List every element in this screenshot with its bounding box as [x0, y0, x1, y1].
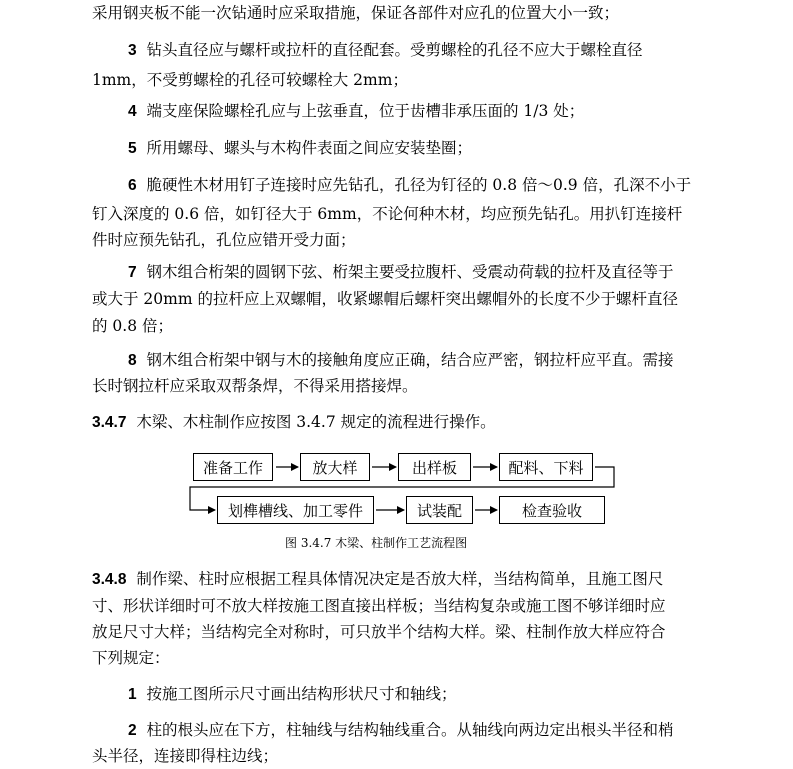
item-number: 8	[128, 352, 137, 369]
item-number: 7	[128, 264, 137, 281]
item-text: 端支座保险螺栓孔应与上弦垂直，位于齿槽非承压面的 1/3 处；	[146, 102, 585, 120]
item-text: 柱的根头应在下方，柱轴线与结构轴线重合。从轴线向两边定出根头半径和梢	[146, 721, 674, 739]
text-line: 1mm，不受剪螺栓的孔径可较螺栓大 2mm；	[92, 71, 408, 89]
figure-caption: 图 3.4.7 木梁、柱制作工艺流程图	[285, 536, 468, 550]
item-text: 脆硬性木材用钉子连接时应先钻孔，孔径为钉径的 0.8 倍～0.9 倍，孔深不小于	[146, 176, 692, 194]
section-text: 制作梁、柱时应根据工程具体情况决定是否放大样，当结构简单，且施工图尺	[136, 570, 664, 588]
item-text: 钢木组合桁架中钢与木的接触角度应正确，结合应严密，钢拉杆应平直。需接	[146, 351, 674, 369]
item-text: 按施工图所示尺寸画出结构形状尺寸和轴线；	[146, 685, 457, 703]
section-number: 3.4.7	[92, 414, 127, 431]
text-line: 头半径，连接即得柱边线；	[92, 747, 279, 765]
text-line: 的 0.8 倍；	[92, 317, 174, 335]
item-number: 1	[128, 686, 137, 703]
section-3-4-8	[92, 569, 663, 590]
item-number: 3	[128, 42, 137, 59]
flow-step-inspection: 检查验收	[499, 496, 605, 524]
item-text: 钢木组合桁架的圆钢下弦、桁架主要受拉腹杆、受震动荷载的拉杆及直径等于	[146, 263, 674, 281]
text-line: 采用钢夹板不能一次钻通时应采取措施，保证各部件对应孔的位置大小一致；	[92, 4, 620, 22]
item-number: 4	[128, 103, 137, 120]
text-line: 放足尺寸大样；当结构完全对称时，可只放半个结构大样。梁、柱制作放大样应符合	[92, 623, 666, 641]
item-number: 2	[128, 722, 137, 739]
item-number: 6	[128, 177, 137, 194]
flow-step-prepare: 准备工作	[193, 453, 273, 481]
item-number: 5	[128, 140, 137, 157]
list-item-2	[128, 720, 674, 741]
text-line: 下列规定：	[92, 649, 170, 667]
section-number: 3.4.8	[92, 571, 127, 588]
flow-step-material-cutting: 配料、下料	[499, 453, 593, 481]
flow-step-template: 出样板	[398, 453, 471, 481]
text-line: 钉入深度的 0.6 倍，如钉径大于 6mm，不论何种木材，均应预先钻孔。用扒钉连接杆	[92, 205, 683, 223]
flow-step-lofting: 放大样	[300, 453, 370, 481]
item-text: 所用螺母、螺头与木构件表面之间应安装垫圈；	[146, 139, 472, 157]
text-line: 或大于 20mm 的拉杆应上双螺帽，收紧螺帽后螺杆突出螺帽外的长度不少于螺杆直径	[92, 290, 678, 308]
flow-step-trial-assembly: 试装配	[406, 496, 473, 524]
text-line: 长时钢拉杆应采取双帮条焊，不得采用搭接焊。	[92, 377, 418, 395]
list-item-1	[128, 684, 457, 705]
item-text: 钻头直径应与螺杆或拉杆的直径配套。受剪螺栓的孔径不应大于螺栓直径	[146, 41, 643, 59]
text-line: 件时应预先钻孔，孔位应错开受力面；	[92, 231, 356, 249]
text-line: 寸、形状详细时可不放大样按施工图直接出样板；当结构复杂或施工图不够详细时应	[92, 597, 666, 615]
section-text: 木梁、木柱制作应按图 3.4.7 规定的流程进行操作。	[136, 413, 496, 431]
flow-step-mortise-machining: 划榫槽线、加工零件	[217, 496, 374, 524]
